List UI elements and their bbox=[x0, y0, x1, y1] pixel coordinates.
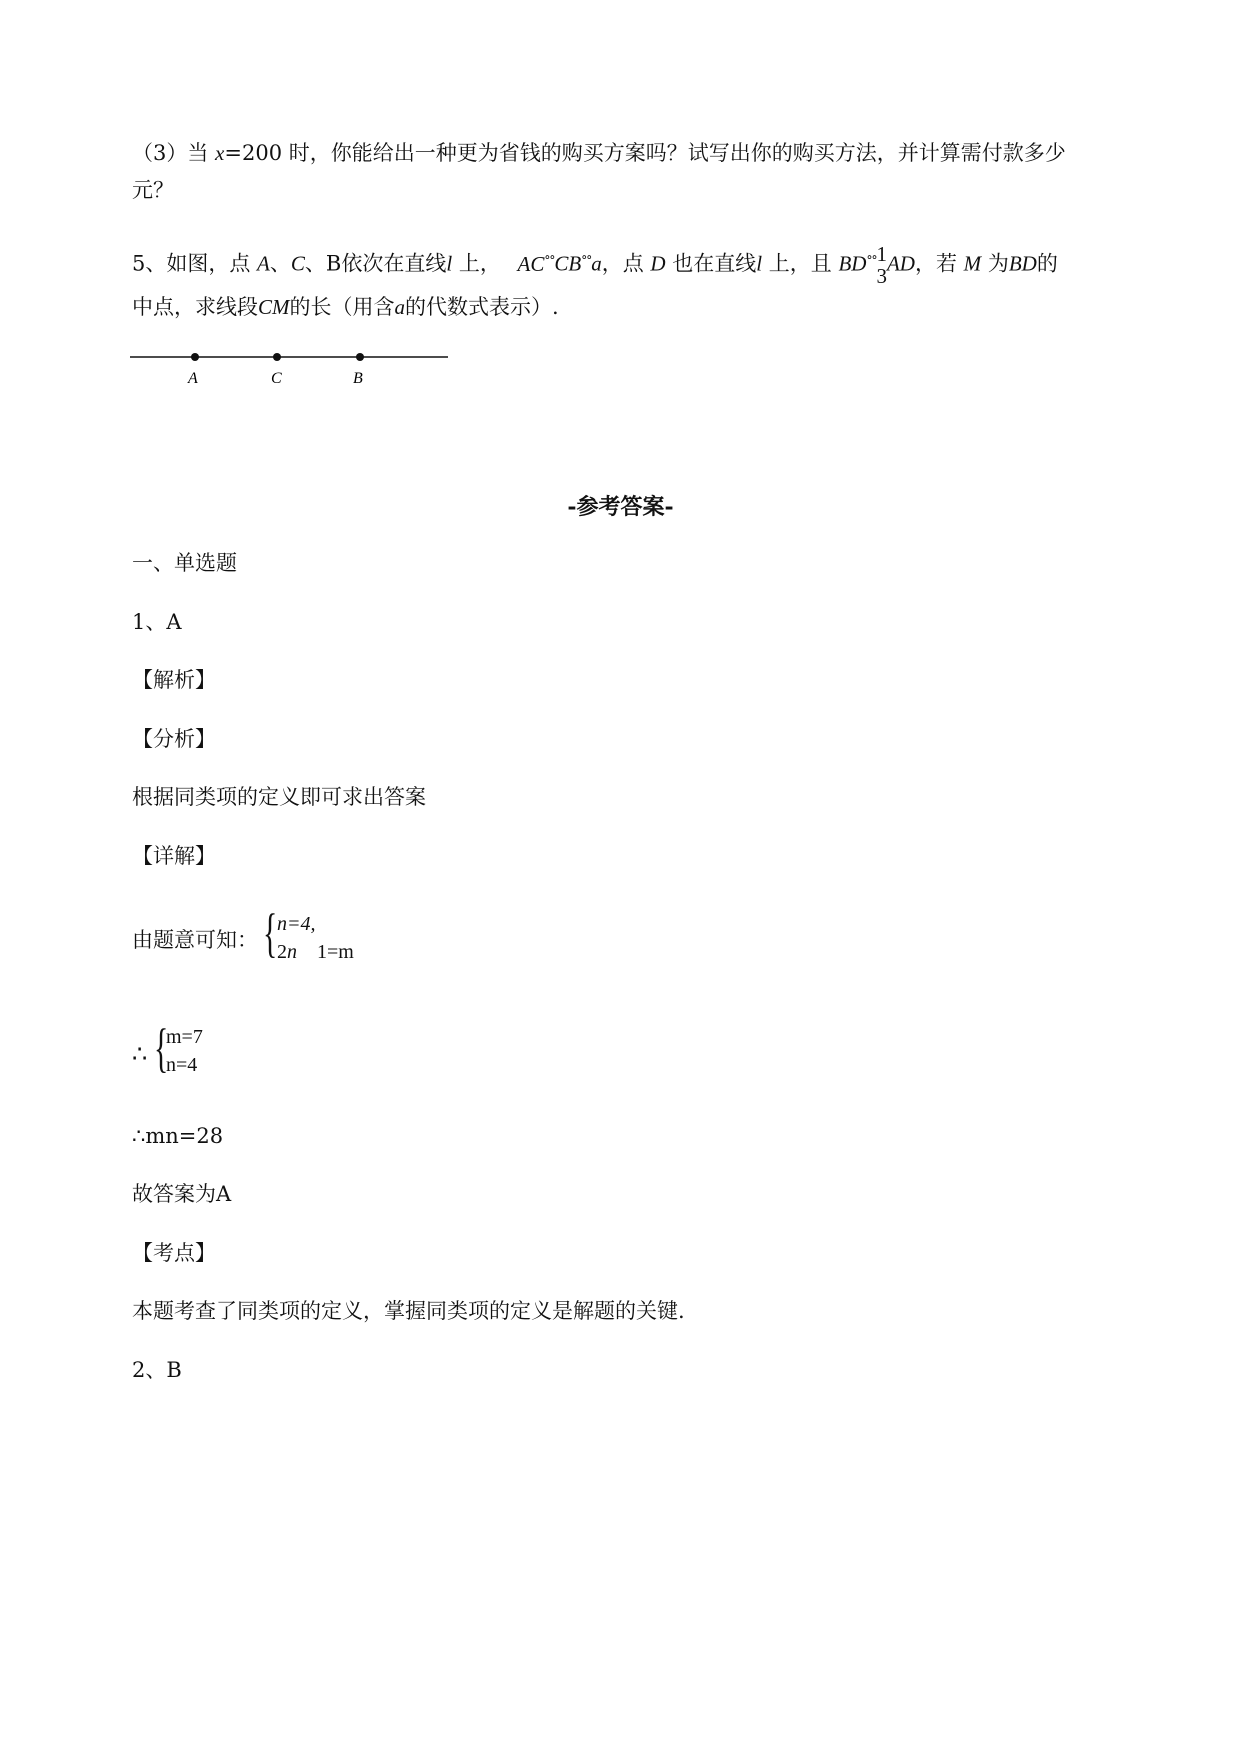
label-a: A bbox=[188, 370, 198, 387]
sys2-row2: n=4 bbox=[166, 1054, 198, 1076]
garbled-symbol: °° bbox=[581, 253, 592, 268]
xiangjie-label: 【详解】 bbox=[132, 844, 216, 868]
kaodian-label: 【考点】 bbox=[132, 1241, 216, 1265]
kaodian-text: 本题考查了同类项的定义，掌握同类项的定义是解题的关键. bbox=[132, 1299, 685, 1323]
text: =200 时，你能给出一种更为省钱的购买方案吗？试写出你的购买方法，并计算需付款多少 bbox=[224, 141, 1066, 165]
var: BD bbox=[838, 251, 867, 276]
var: a bbox=[591, 251, 602, 276]
text: 5、如图，点 bbox=[132, 251, 258, 276]
eq: n bbox=[287, 941, 297, 963]
q5-line1 bbox=[132, 243, 1058, 287]
text: 中点，求线段 bbox=[132, 295, 258, 319]
var: l bbox=[756, 251, 763, 276]
section-title: 一、单选题 bbox=[132, 551, 237, 575]
label-b: B bbox=[353, 370, 363, 387]
answer-statement: 故答案为A bbox=[132, 1182, 232, 1206]
text: 、 bbox=[269, 251, 291, 276]
number-line-figure bbox=[130, 345, 460, 395]
fenxi-text: 根据同类项的定义即可求出答案 bbox=[132, 785, 426, 809]
sys1-row2 bbox=[277, 938, 354, 966]
point-a bbox=[191, 353, 199, 361]
mn-line: ∴mn=28 bbox=[132, 1124, 224, 1148]
answers-heading: -参考答案- bbox=[567, 494, 674, 520]
var: C bbox=[290, 251, 305, 276]
var: l bbox=[446, 251, 453, 276]
var-x: x bbox=[215, 141, 225, 165]
text: （3）当 bbox=[132, 141, 216, 165]
garbled-symbol: °° bbox=[866, 253, 877, 268]
text: ，点 bbox=[601, 251, 651, 276]
sys2-row1: m=7 bbox=[166, 1026, 203, 1048]
label-c: C bbox=[271, 370, 282, 387]
answer-1: 1、A bbox=[132, 610, 182, 634]
sys1-row1 bbox=[277, 910, 354, 938]
point-b bbox=[356, 353, 364, 361]
fraction-one-third bbox=[876, 243, 887, 287]
q4-part3-line1 bbox=[132, 138, 1066, 168]
var: A bbox=[257, 251, 270, 276]
eq: n=4, bbox=[277, 913, 316, 935]
system-2 bbox=[166, 1023, 203, 1079]
var: AC bbox=[517, 251, 545, 276]
text: 上， bbox=[452, 251, 501, 276]
tiyi-label: 由题意可知： bbox=[132, 928, 258, 952]
fenxi-label: 【分析】 bbox=[132, 727, 216, 751]
text: 为 bbox=[981, 251, 1009, 276]
eq: 2 bbox=[277, 941, 287, 963]
var: M bbox=[963, 251, 982, 276]
system-1 bbox=[277, 910, 354, 966]
numerator: 1 bbox=[876, 242, 887, 266]
var: AD bbox=[886, 251, 915, 276]
brace-2: { bbox=[154, 1018, 169, 1078]
text: 、B依次在直线 bbox=[304, 251, 447, 276]
text: 也在直线 bbox=[665, 251, 757, 276]
var: CB bbox=[554, 251, 582, 276]
answer-2: 2、B bbox=[132, 1358, 182, 1382]
point-c bbox=[273, 353, 281, 361]
text: ，若 bbox=[914, 251, 964, 276]
jiexi-label: 【解析】 bbox=[132, 668, 216, 692]
eq: 1=m bbox=[317, 941, 354, 963]
q5-line2 bbox=[132, 292, 559, 322]
garbled-symbol: °° bbox=[544, 253, 555, 268]
var: BD bbox=[1008, 251, 1037, 276]
brace-1: { bbox=[263, 903, 278, 963]
text: 的代数式表示）. bbox=[405, 295, 559, 319]
var: a bbox=[394, 295, 405, 319]
q4-part3-line2: 元？ bbox=[132, 178, 174, 202]
var: D bbox=[650, 251, 666, 276]
denominator: 3 bbox=[876, 264, 887, 288]
therefore-symbol: ∴ bbox=[132, 1040, 148, 1068]
text: 的 bbox=[1036, 251, 1058, 276]
var: CM bbox=[258, 295, 290, 319]
text: 上，且 bbox=[762, 251, 839, 276]
text: 的长（用含 bbox=[289, 295, 395, 319]
